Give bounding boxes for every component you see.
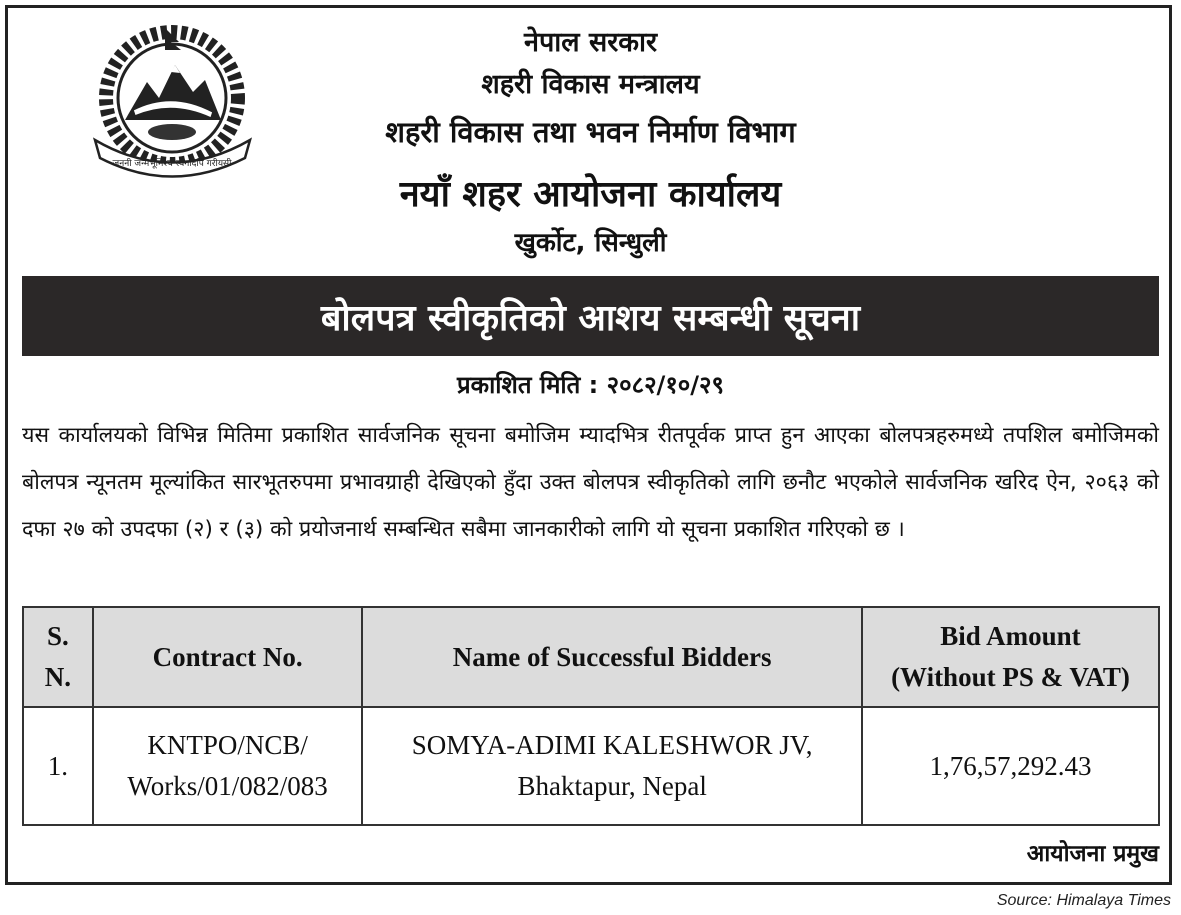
source-credit: Source: Himalaya Times [996, 892, 1171, 909]
header-department: शहरी विकास तथा भवन निर्माण विभाग [385, 115, 796, 149]
header-sn [23, 607, 93, 707]
header-location: खुर्कोट, सिन्धुली [514, 228, 667, 258]
bidder-name-line1: SOMYA-ADIMI KALESHWOR JV, [411, 730, 813, 760]
cell-bidder-name [362, 707, 862, 825]
header-government: नेपाल सरकार [523, 27, 658, 58]
contract-line1: KNTPO/NCB/ [147, 730, 308, 760]
header-bidder-name: Name of Successful Bidders [362, 607, 862, 707]
notice-body: यस कार्यालयको विभिन्न मितिमा प्रकाशित सार्वजनिक सूचना बमोजिम म्यादभित्र रीतपूर्वक प्राप्त हुन आएका बोलपत्रहरुमध्ये तपशिल बमोजिमको बोलपत्र न्यूनतम मूल्यांकित सारभूतरुपमा प्रभावग्राही देखिएको हुँदा उक्त बोलपत्र स्वीकृतिको लागि छनौट भएकोले सार्वजनिक खरिद ऐन, २०६३ को दफा २७ को उपदफा (२) र (३) को प्रयोजनार्थ सम्बन्धित सबैमा जानकारीको लागि यो सूचना प्रकाशित गरिएको छ । [22, 423, 1159, 542]
header-contract: Contract No. [93, 607, 363, 707]
bidder-name-line2: Bhaktapur, Nepal [517, 771, 707, 801]
header-ministry: शहरी विकास मन्त्रालय [481, 69, 700, 100]
notice-title: बोलपत्र स्वीकृतिको आशय सम्बन्धी सूचना [320, 297, 861, 339]
table-row [23, 707, 1159, 825]
header-amount-line2: (Without PS & VAT) [891, 662, 1130, 692]
cell-bid-amount: 1,76,57,292.43 [862, 707, 1159, 825]
emblem-motto: जननी जन्मभूमिश्च स्वर्गादपि गरीयसी [112, 159, 232, 169]
contract-line2: Works/01/082/083 [127, 771, 328, 801]
publication-date: प्रकाशित मिति : २०८२/१०/२९ [456, 371, 725, 399]
notice-title-banner [22, 276, 1159, 356]
bid-table-header-row [23, 607, 1159, 707]
header-amount-line1: Bid Amount [940, 621, 1081, 651]
cell-contract [93, 707, 363, 825]
header-office: नयाँ शहर आयोजना कार्यालय [399, 174, 782, 215]
header-sn-line1: S. [47, 621, 69, 651]
signature-title: आयोजना प्रमुख [1026, 841, 1159, 867]
bid-table [22, 606, 1160, 826]
header-bid-amount [862, 607, 1159, 707]
cell-sn: 1. [23, 707, 93, 825]
header-sn-line2: N. [44, 662, 72, 692]
